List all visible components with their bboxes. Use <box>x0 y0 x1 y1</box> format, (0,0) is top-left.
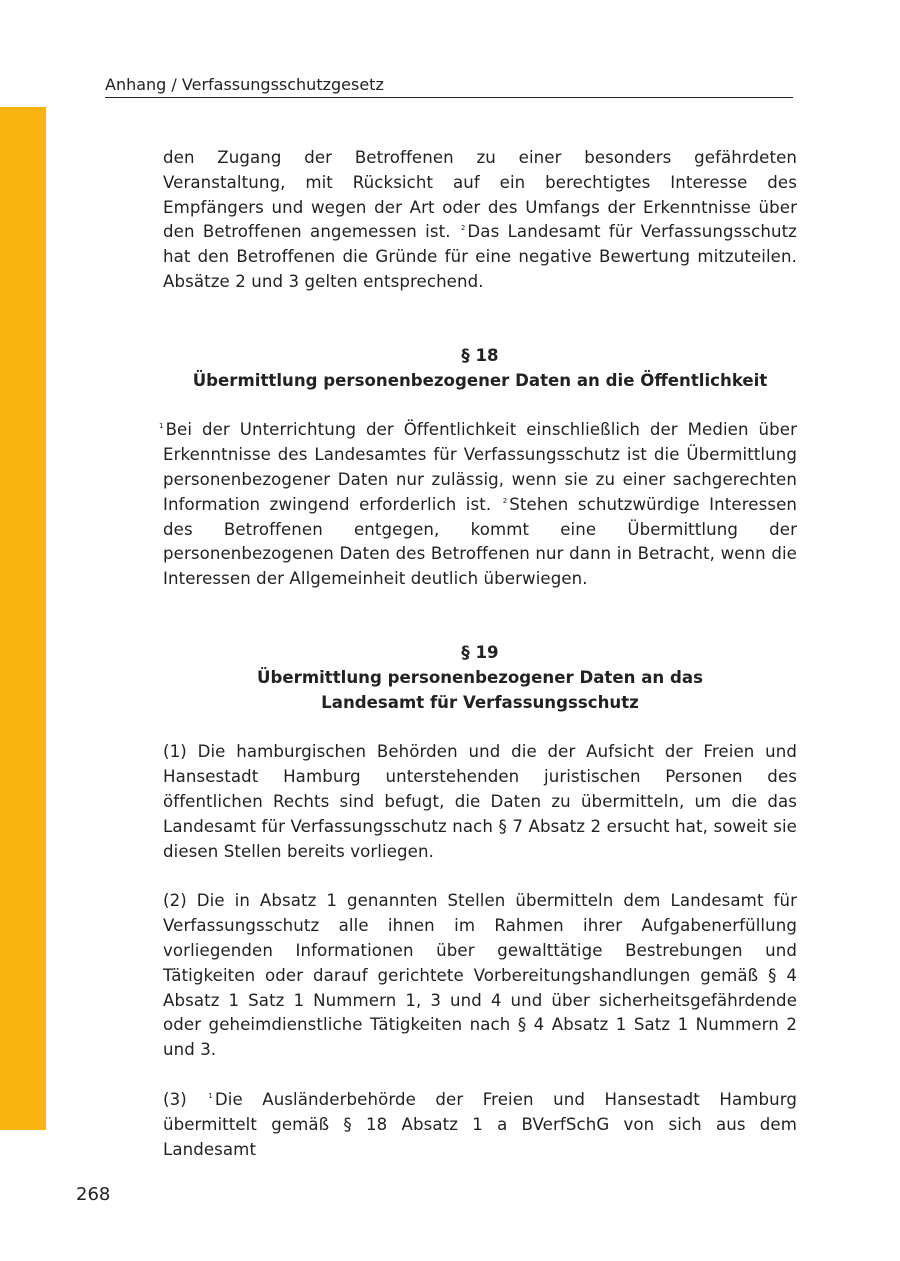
page-body <box>159 146 797 1162</box>
intro-text-2: Das Landesamt für Verfassungsschutz hat den Betroffenen die Gründe für eine negative Bewertung mitzuteilen. Absätze 2 und 3 gelten entsprechend. <box>163 222 797 291</box>
section-19-paragraph-3 <box>163 1088 797 1162</box>
section-19-title-line-1: Übermittlung personenbezogener Daten an das <box>257 667 703 687</box>
page-number: 268 <box>76 1184 111 1205</box>
paragraph-3-number: (3) <box>163 1089 187 1109</box>
intro-paragraph <box>163 146 797 295</box>
section-18-text-1: Bei der Unterrichtung der Öffentlichkeit einschließlich der Medien über Erkenntnisse des Landesamtes für Verfassungsschutz ist die Übermittlung personenbezogener Daten nur zulässig, wenn sie zu einer sachgerechten Information zwingend erforderlich ist. <box>163 420 797 514</box>
sentence-number: 2 <box>460 224 466 233</box>
intro-text-1: den Zugang der Betroffenen zu einer besonders gefährdeten Veranstaltung, mit Rücksicht auf ein berechtigtes Interesse des Empfängers und wegen der Art oder des Umfangs der Erkenntnisse über den Betroffenen angemessen ist. <box>163 148 797 242</box>
section-18-paragraph <box>159 418 797 592</box>
chapter-color-bar <box>0 107 46 1130</box>
sentence-number: 1 <box>208 1091 213 1100</box>
section-18-title: Übermittlung personenbezogener Daten an die Öffentlichkeit <box>192 370 768 390</box>
running-header: Anhang / Verfassungsschutzgesetz <box>105 73 793 98</box>
section-19-text-3: Die Ausländerbehörde der Freien und Hansestadt Hamburg übermittelt gemäß § 18 Absatz 1 a BVerfSchG von sich aus dem Landesamt <box>163 1089 797 1159</box>
section-18-number: § 18 <box>461 345 499 365</box>
section-19-title-line-2: Landesamt für Verfassungsschutz <box>321 692 639 712</box>
section-19-paragraph-1: (1) Die hamburgischen Behörden und die der Aufsicht der Freien und Hansestadt Hamburg unterstehenden juristischen Personen des öffentlichen Rechts sind befugt, die Daten zu übermitteln, um die das Landesamt für Verfassungsschutz nach § 7 Absatz 2 ersucht hat, soweit sie diesen Stellen bereits vorliegen. <box>163 742 797 861</box>
section-19-number: § 19 <box>461 642 499 662</box>
section-19-paragraph-2: (2) Die in Absatz 1 genannten Stellen übermitteln dem Landesamt für Verfassungsschutz alle ihnen im Rahmen ihrer Aufgabenerfüllung vorliegenden Informationen über gewalttätige Bestrebungen und Tätigkeiten oder darauf gerichtete Vorbereitungshandlungen gemäß § 4 Absatz 1 Satz 1 Nummern 1, 3 und 4 und über sicherheitsgefährdende oder geheimdienstliche Tätigkeiten nach § 4 Absatz 1 Satz 1 Nummern 2 und 3. <box>163 891 797 1060</box>
sentence-number: 1 <box>159 422 164 431</box>
section-18-text-2: Stehen schutzwürdige Interessen des Betroffenen entgegen, kommt eine Übermittlung der personenbezogenen Daten des Betroffenen nur dann in Betracht, wenn die Interessen der Allgemeinheit deutlich überwiegen. <box>163 494 797 589</box>
sentence-number: 2 <box>502 496 508 505</box>
